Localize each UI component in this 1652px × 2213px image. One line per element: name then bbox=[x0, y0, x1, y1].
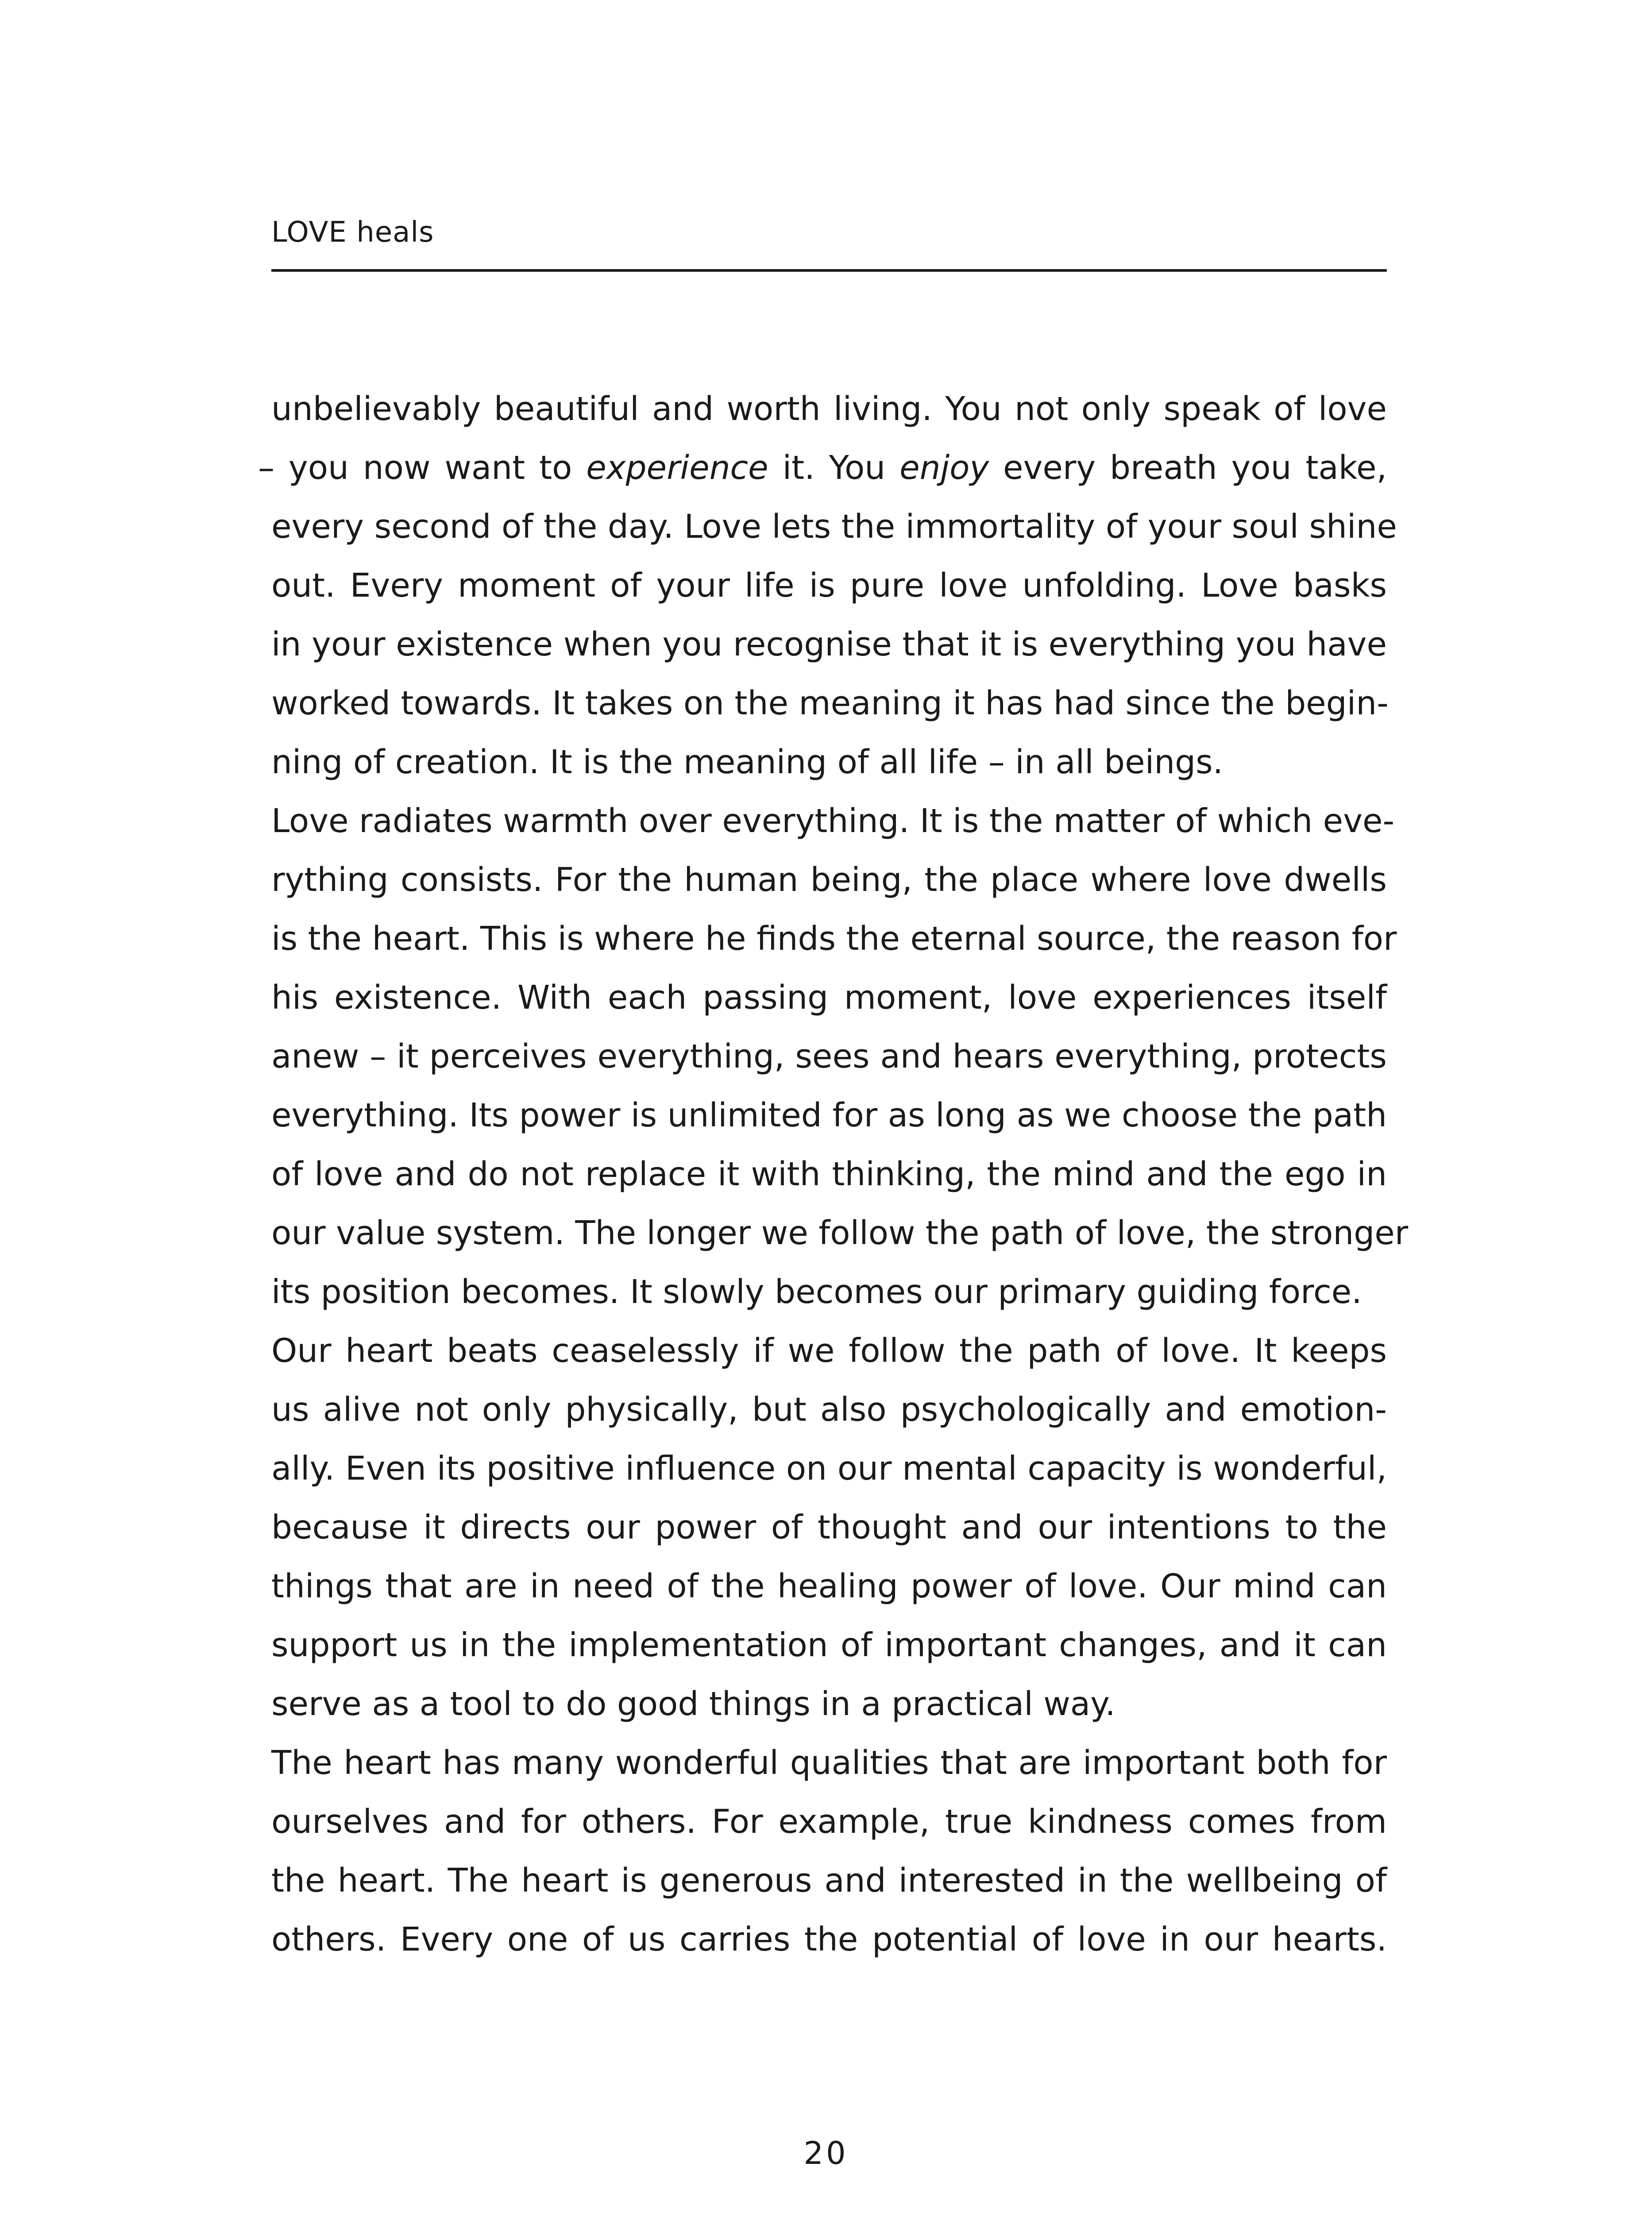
text-line: things that are in need of the healing power of love. Our mind can bbox=[271, 1567, 1387, 1605]
body-text bbox=[258, 380, 1409, 1969]
text-line bbox=[258, 439, 1387, 497]
text-line: The heart has many wonderful qualities that are important both for bbox=[271, 1744, 1387, 1782]
text-line: his existence. With each passing moment, love experiences itself bbox=[271, 979, 1387, 1017]
text-line: worked towards. It takes on the meaning it has had since the begin- bbox=[271, 684, 1389, 722]
text-line: every second of the day. Love lets the immortality of your soul shine bbox=[271, 508, 1397, 546]
text-line: of love and do not replace it with thinking, the mind and the ego in bbox=[271, 1155, 1387, 1193]
text-line: out. Every moment of your life is pure love unfolding. Love basks bbox=[271, 567, 1387, 605]
text-line: serve as a tool to do good things in a practical way. bbox=[271, 1685, 1115, 1723]
text-line: Our heart beats ceaselessly if we follow the path of love. It keeps bbox=[271, 1332, 1387, 1370]
text-line: rything consists. For the human being, the place where love dwells bbox=[271, 861, 1387, 899]
text-line: ally. Even its positive influence on our mental capacity is wonderful, bbox=[271, 1450, 1387, 1488]
text-line: everything. Its power is unlimited for as long as we choose the path bbox=[271, 1096, 1387, 1134]
emphasis-text: experience bbox=[586, 449, 768, 487]
text-line: unbelievably beautiful and worth living. You not only speak of love bbox=[271, 390, 1387, 428]
text-line: our value system. The longer we follow the path of love, the stronger bbox=[271, 1214, 1409, 1252]
text-line: its position becomes. It slowly becomes our primary guiding force. bbox=[271, 1273, 1362, 1311]
text-line: others. Every one of us carries the potential of love in our hearts. bbox=[271, 1920, 1387, 1959]
emphasis-text: enjoy bbox=[899, 449, 989, 487]
text-line: in your existence when you recognise that it is everything you have bbox=[271, 625, 1387, 663]
text-line: because it directs our power of thought and our intentions to the bbox=[271, 1508, 1387, 1546]
text-line: ourselves and for others. For example, true kindness comes from bbox=[271, 1803, 1387, 1841]
text-line: us alive not only physically, but also psychologically and emotion- bbox=[271, 1391, 1387, 1429]
page-number: 20 bbox=[803, 2135, 849, 2171]
text-line: Love radiates warmth over everything. It is the matter of which eve- bbox=[271, 802, 1395, 840]
text-line: is the heart. This is where he finds the eternal source, the reason for bbox=[271, 920, 1397, 958]
text-line: support us in the implementation of important changes, and it can bbox=[271, 1626, 1387, 1664]
text-run: – you now want to bbox=[258, 449, 587, 487]
running-head-title: LOVE heals bbox=[271, 216, 434, 249]
header-rule bbox=[271, 269, 1387, 272]
text-line: the heart. The heart is generous and interested in the wellbeing of bbox=[271, 1862, 1387, 1900]
text-run: every breath you take, bbox=[989, 449, 1387, 487]
text-line: ning of creation. It is the meaning of all life – in all beings. bbox=[271, 743, 1224, 781]
text-run: it. You bbox=[768, 449, 900, 487]
text-line: anew – it perceives everything, sees and hears everything, protects bbox=[271, 1037, 1387, 1076]
